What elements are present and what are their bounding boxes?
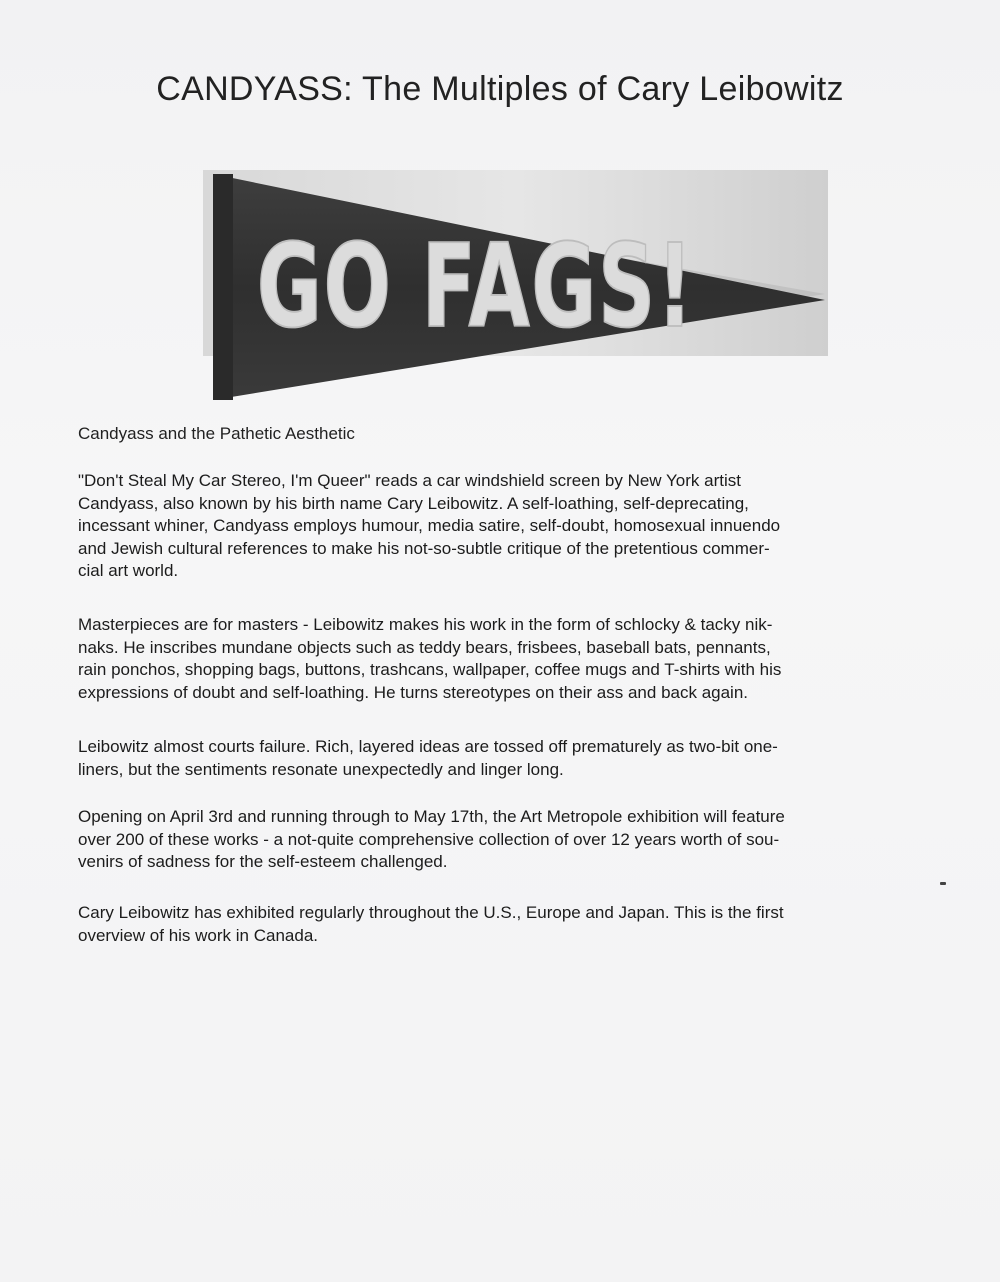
pennant-photo (195, 166, 830, 406)
paragraph-line: Leibowitz almost courts failure. Rich, layered ideas are tossed off prematurely as two-bit one- (78, 737, 778, 756)
paragraph-line: "Don't Steal My Car Stereo, I'm Queer" reads a car windshield screen by New York artist (78, 471, 741, 490)
paragraph-5 (78, 902, 918, 947)
pennant-text: GO FAGS! (256, 219, 695, 354)
paragraph-3 (78, 736, 918, 781)
paragraph-line: Opening on April 3rd and running through to May 17th, the Art Metropole exhibition will feature (78, 807, 785, 826)
paragraph-4 (78, 806, 918, 874)
paragraph-1 (78, 470, 918, 583)
paragraph-line: rain ponchos, shopping bags, buttons, trashcans, wallpaper, coffee mugs and T-shirts with his (78, 660, 782, 679)
paragraph-line: venirs of sadness for the self-esteem challenged. (78, 852, 448, 871)
paragraph-line: cial art world. (78, 561, 179, 580)
scan-speck (940, 882, 946, 885)
paragraph-line: naks. He inscribes mundane objects such as teddy bears, frisbees, baseball bats, pennants, (78, 637, 771, 657)
paragraph-line: expressions of doubt and self-loathing. He turns stereotypes on their ass and back again. (78, 682, 749, 702)
paragraph-line: Candyass, also known by his birth name Cary Leibowitz. A self-loathing, self-deprecating, (78, 493, 749, 513)
paragraph-line: incessant whiner, Candyass employs humour, media satire, self-doubt, homosexual innuendo (78, 516, 781, 535)
pennant-flag-icon (195, 166, 830, 406)
section-subheading: Candyass and the Pathetic Aesthetic (78, 424, 355, 443)
paragraph-line: liners, but the sentiments resonate unexpectedly and linger long. (78, 759, 564, 779)
paragraph-line: overview of his work in Canada. (78, 925, 319, 945)
page-title: CANDYASS: The Multiples of Cary Leibowitz (156, 70, 844, 108)
paragraph-2 (78, 614, 918, 704)
paragraph-line: Masterpieces are for masters - Leibowitz makes his work in the form of schlocky & tacky nik- (78, 615, 773, 634)
paragraph-line: Cary Leibowitz has exhibited regularly throughout the U.S., Europe and Japan. This is the first (78, 903, 784, 922)
paragraph-line: and Jewish cultural references to make his not-so-subtle critique of the pretentious commer- (78, 538, 770, 558)
paragraph-line: over 200 of these works - a not-quite comprehensive collection of over 12 years worth of sou- (78, 829, 780, 849)
pennant-sleeve (213, 174, 233, 400)
